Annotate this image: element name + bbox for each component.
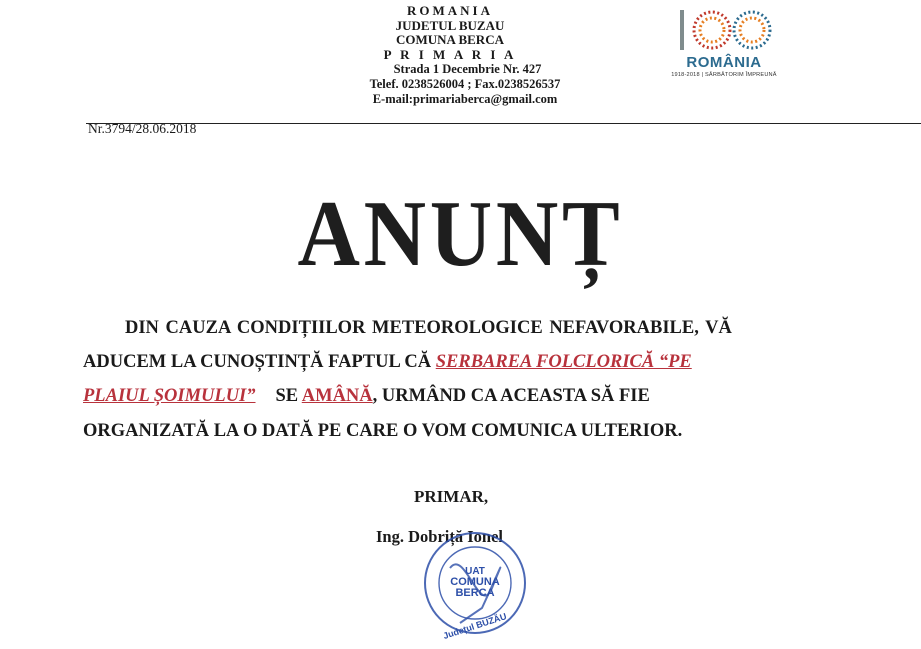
body-line-2 xyxy=(83,352,823,373)
logo-number: 100 xyxy=(719,50,726,55)
official-stamp xyxy=(420,528,530,641)
letterhead-office: P R I M A R I A xyxy=(383,46,517,62)
stamp-line-3: BERCA xyxy=(455,587,495,599)
centenary-logo xyxy=(664,6,784,86)
event-name-part-2: PLAIUL ȘOIMULUI” xyxy=(83,386,256,406)
body-line-3-text-b: , URMÂND CA ACEASTA SĂ FIE xyxy=(372,386,650,406)
letterhead-address: Strada 1 Decembrie Nr. 427 xyxy=(393,62,542,77)
body-line-4: ORGANIZATĂ LA O DATĂ PE CARE O VOM COMUNICA ULTERIOR. xyxy=(83,421,683,441)
stamp-ring-text: Județul BUZĂU xyxy=(441,611,508,641)
signature-name: Ing. Dobriță Ionel xyxy=(376,527,503,546)
letterhead-email: E-mail:primariaberca@gmail.com xyxy=(372,91,558,106)
letterhead-commune: COMUNA BERCA xyxy=(396,32,504,48)
postponed-word: AMÂNĂ xyxy=(301,386,373,406)
letterhead-phones: Telef. 0238526004 ; Fax.0238526537 xyxy=(369,76,561,91)
stamp-line-1: UAT xyxy=(465,566,485,577)
header-divider xyxy=(86,123,921,124)
stamp-line-2: COMUNA xyxy=(450,576,500,588)
letterhead-country: ROMANIA xyxy=(407,3,493,18)
letterhead xyxy=(300,4,600,106)
body-line-3 xyxy=(83,386,823,407)
centenary-logo-mark xyxy=(664,6,784,56)
logo-title: ROMÂNIA xyxy=(686,54,762,71)
logo-subtitle: 1918-2018 | SĂRBĂTORIM ÎMPREUNĂ xyxy=(671,72,777,78)
body-line-3-text-a: SE xyxy=(275,386,302,406)
signature-role: PRIMAR, xyxy=(414,487,489,506)
document-number: Nr.3794/28.06.2018 xyxy=(88,121,197,136)
event-name-part-1: SERBAREA FOLCLORICĂ “PE xyxy=(435,352,692,372)
announcement-title: ANUNȚ xyxy=(297,182,624,286)
letterhead-county: JUDETUL BUZAU xyxy=(395,17,505,33)
body-line-1: DIN CAUZA CONDIȚIILOR METEOROLOGICE NEFAVORABILE, VĂ xyxy=(125,318,732,338)
body-line-2-text: ADUCEM LA CUNOȘTINȚĂ FAPTUL CĂ xyxy=(83,352,436,372)
